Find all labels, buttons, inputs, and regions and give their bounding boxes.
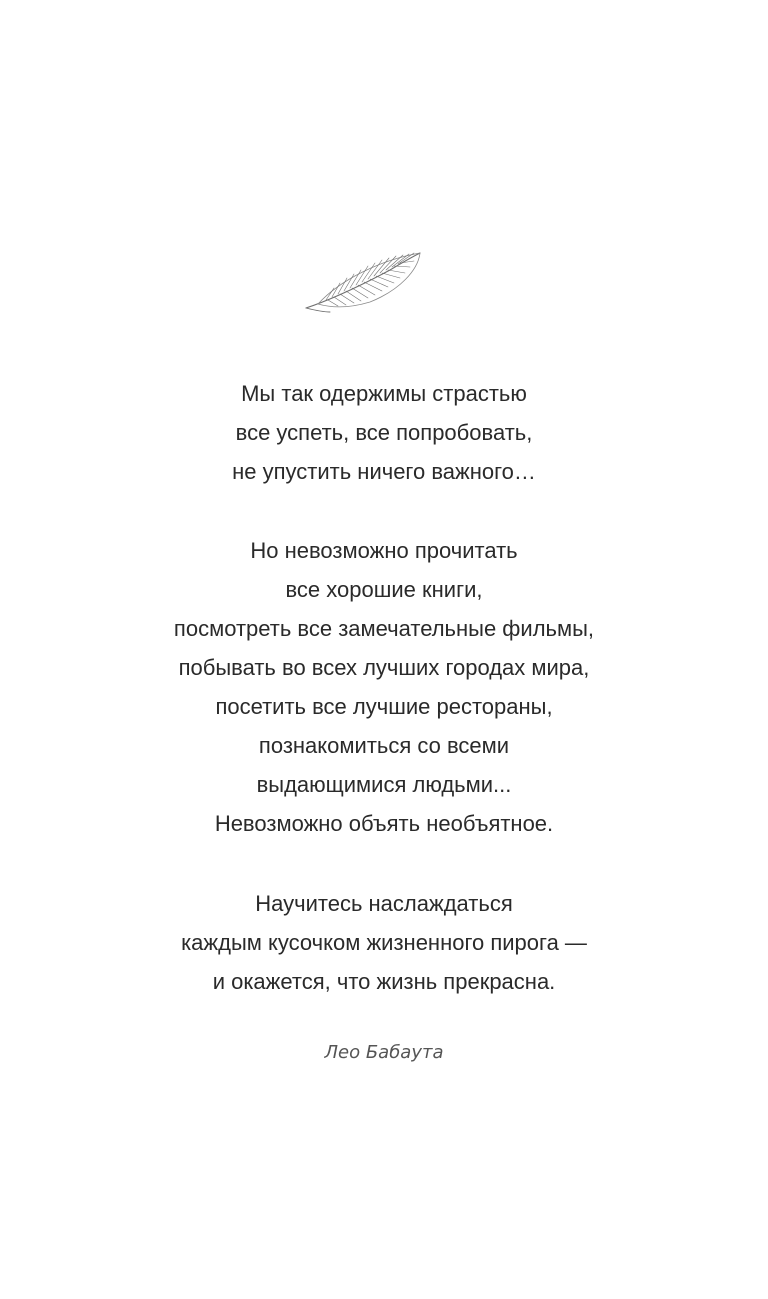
quote-stanza-3 [0,884,768,1001]
quote-line: Но невозможно прочитать [250,538,518,563]
quote-line: Научитесь наслаждаться [255,891,513,916]
feather-icon [300,250,426,318]
quote-author: Лео Бабаута [324,1042,444,1063]
quote-line: все успеть, все попробовать, [235,420,533,445]
quote-stanza-2 [0,531,768,843]
quote-line: и окажется, что жизнь прекрасна. [212,969,556,994]
quote-line: посмотреть все замечательные фильмы, [173,616,595,641]
quote-line: познакомиться со всеми [258,733,510,758]
quote-line: Мы так одержимы страстью [241,381,527,406]
quote-line: посетить все лучшие рестораны, [215,694,553,719]
quote-line: Невозможно объять необъятное. [214,811,554,836]
quote-stanza-1 [0,374,768,491]
quote-line: все хорошие книги, [285,577,483,602]
quote-line: не упустить ничего важного… [232,459,536,484]
quote-line: каждым кусочком жизненного пирога — [181,930,587,955]
quote-line: побывать во всех лучших городах мира, [178,655,590,680]
quote-line: выдающимися людьми... [256,772,512,797]
